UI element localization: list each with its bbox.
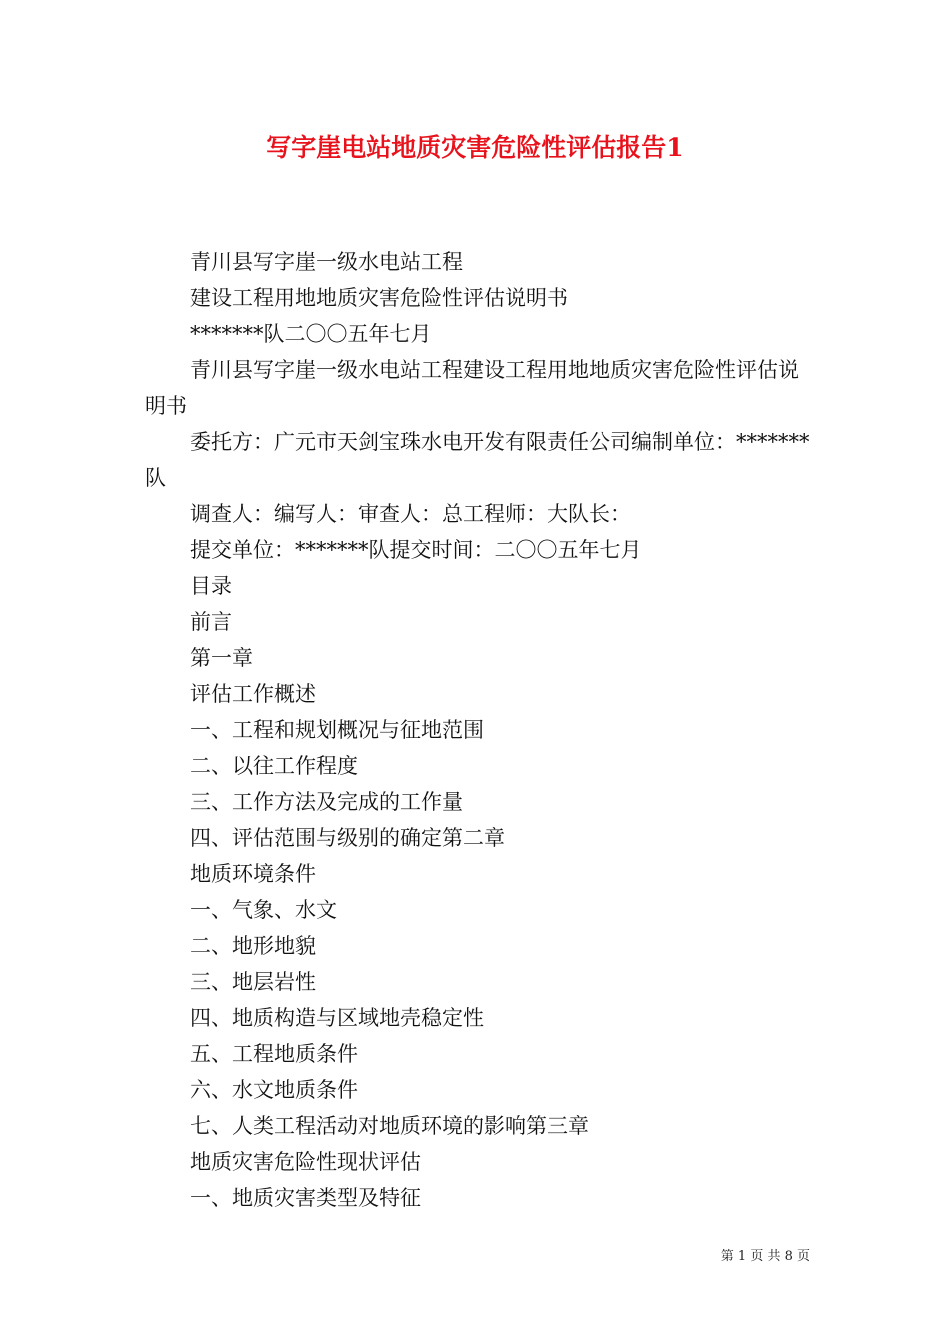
toc-item: 前言 xyxy=(190,610,232,634)
toc-item: 评估工作概述 xyxy=(190,682,316,706)
toc-item: 一、气象、水文 xyxy=(190,898,337,922)
document-title: 写字崖电站地质灾害危险性评估报告1 xyxy=(266,133,684,162)
paragraph: 提交单位：*******队提交时间：二〇〇五年七月 xyxy=(190,538,642,562)
toc-item: 四、地质构造与区域地壳稳定性 xyxy=(190,1006,484,1030)
paragraph: 建设工程用地地质灾害危险性评估说明书 xyxy=(190,286,568,310)
page-footer: 第 1 页 共 8 页 xyxy=(720,1249,810,1264)
paragraph: 青川县写字崖一级水电站工程 xyxy=(190,250,463,274)
toc-item: 第一章 xyxy=(190,646,253,670)
paragraph: 委托方：广元市天剑宝珠水电开发有限责任公司编制单位：*******队 xyxy=(145,430,810,490)
paragraph: 青川县写字崖一级水电站工程建设工程用地地质灾害危险性评估说明书 xyxy=(145,358,799,418)
toc-item: 地质环境条件 xyxy=(190,862,316,886)
paragraph: 调查人：编写人：审查人：总工程师：大队长： xyxy=(190,502,631,526)
toc-heading: 目录 xyxy=(190,574,232,598)
toc-item: 六、水文地质条件 xyxy=(190,1078,358,1102)
toc-item: 二、以往工作程度 xyxy=(190,754,358,778)
toc-item: 五、工程地质条件 xyxy=(190,1042,358,1066)
toc-item: 二、地形地貌 xyxy=(190,934,316,958)
toc-item: 地质灾害危险性现状评估 xyxy=(190,1150,421,1174)
toc-item: 一、工程和规划概况与征地范围 xyxy=(190,718,484,742)
toc-item: 一、地质灾害类型及特征 xyxy=(190,1186,421,1210)
toc-item: 七、人类工程活动对地质环境的影响第三章 xyxy=(190,1114,589,1138)
document-body xyxy=(145,244,810,1216)
paragraph: *******队二〇〇五年七月 xyxy=(190,322,432,346)
toc-item: 三、工作方法及完成的工作量 xyxy=(190,790,463,814)
toc-item: 四、评估范围与级别的确定第二章 xyxy=(190,826,505,850)
toc-item: 三、地层岩性 xyxy=(190,970,316,994)
